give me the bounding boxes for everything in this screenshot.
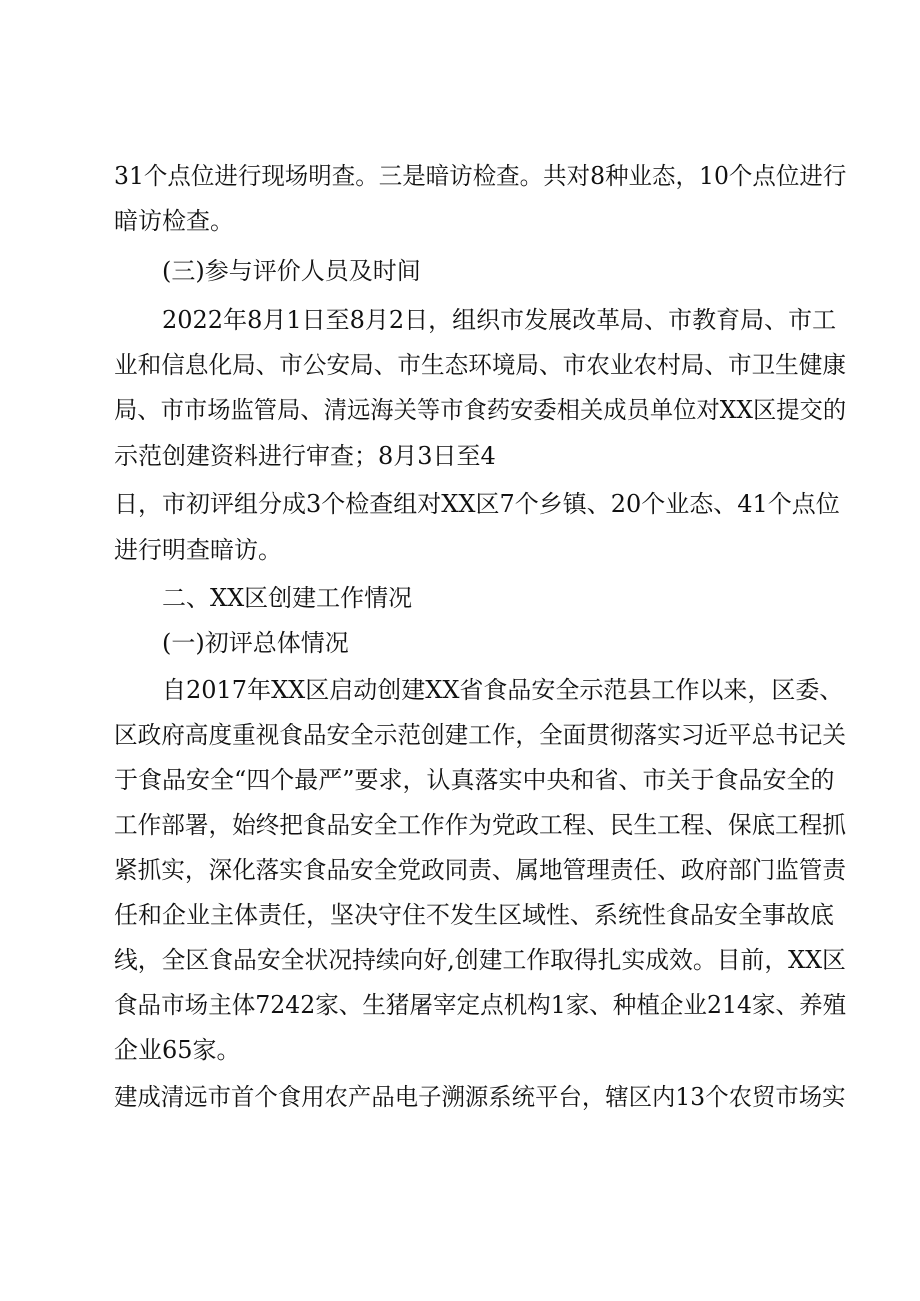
text-line-1: 31个点位进行现场明查。三是暗访检查。共对8种业态，10个点位进行 <box>114 162 847 190</box>
text-line-4: 2022年8月1日至8月2日，组织市发展改革局、市教育局、市工 <box>162 306 837 334</box>
text-line-5: 业和信息化局、市公安局、市生态环境局、市农业农村局、市卫生健康 <box>114 351 847 379</box>
text-line-19: 食品市场主体7242家、生猪屠宰定点机构1家、种植企业214家、养殖 <box>114 991 847 1019</box>
text-line-9: 进行明查暗访。 <box>114 536 282 564</box>
text-line-8: 日，市初评组分成3个检查组对XX区7个乡镇、20个业态、41个点位 <box>114 490 840 518</box>
text-line-17: 任和企业主体责任，坚决守住不发生区域性、系统性食品安全事故底 <box>114 901 834 929</box>
text-line-12: 自2017年XX区启动创建XX省食品安全示范县工作以来，区委、 <box>162 676 844 704</box>
text-line-14: 于食品安全“四个最严”要求，认真落实中央和省、市关于食品安全的 <box>114 766 835 794</box>
section-heading-district: 二、XX区创建工作情况 <box>162 584 413 612</box>
text-line-18: 线，全区食品安全状况持续向好,创建工作取得扎实成效。目前，XX区 <box>114 946 846 974</box>
text-line-13: 区政府高度重视食品安全示范创建工作，全面贯彻落实习近平总书记关 <box>114 721 847 749</box>
text-line-20: 企业65家。 <box>114 1036 241 1064</box>
text-line-21: 建成清远市首个食用农产品电子溯源系统平台，辖区内13个农贸市场实 <box>114 1083 846 1111</box>
text-line-2: 暗访检查。 <box>114 207 234 235</box>
section-heading-overview: (一)初评总体情况 <box>162 629 349 657</box>
text-line-15: 工作部署，始终把食品安全工作作为党政工程、民生工程、保底工程抓 <box>114 811 847 839</box>
text-line-7: 示范创建资料进行审查；8月3日至4 <box>114 442 496 470</box>
text-line-16: 紧抓实，深化落实食品安全党政同责、属地管理责任、政府部门监管责 <box>114 856 847 884</box>
text-line-6: 局、市市场监管局、清远海关等市食药安委相关成员单位对XX区提交的 <box>114 396 847 424</box>
section-heading-participants: (三)参与评价人员及时间 <box>162 257 421 285</box>
